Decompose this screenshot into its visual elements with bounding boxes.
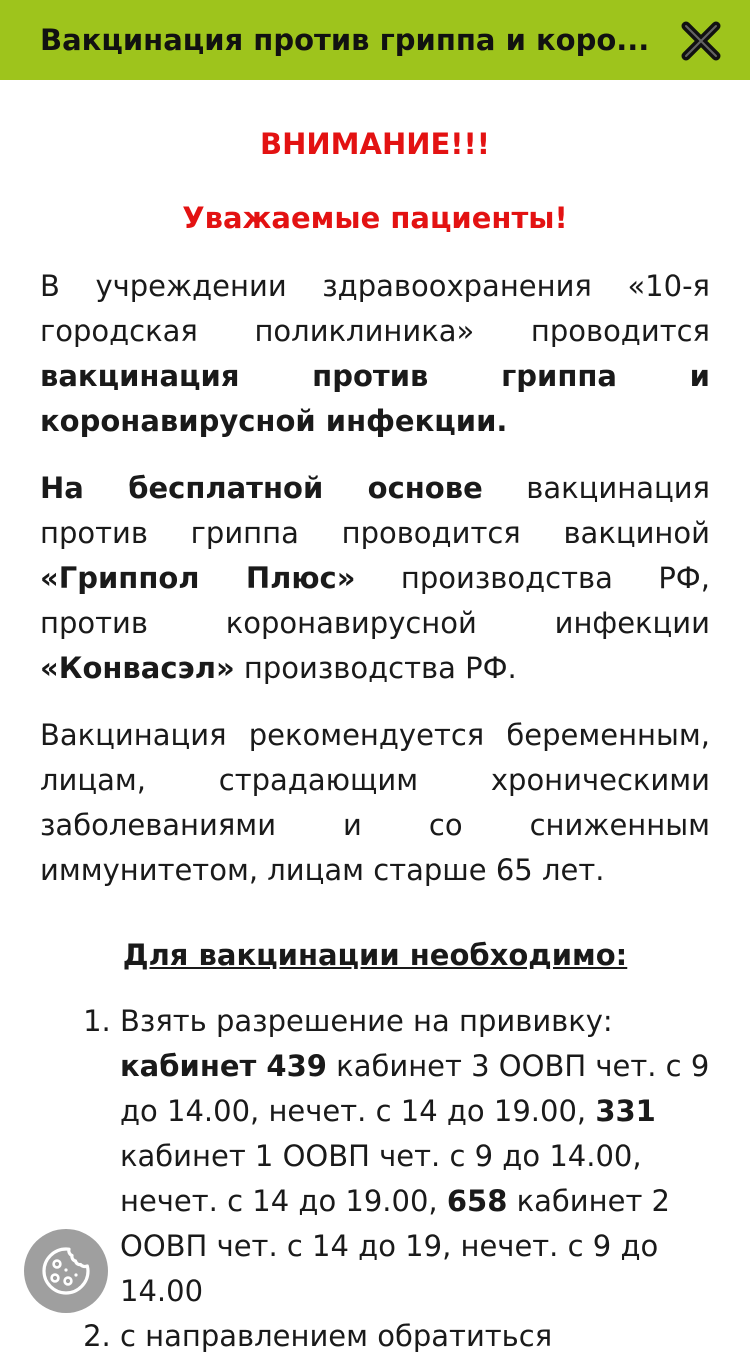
popup-title: Вакцинация против гриппа и коро... (40, 23, 650, 57)
recommendation-paragraph: Вакцинация рекомендуется беременным, лицам, страдающим хроническими заболеваниями и со сниженным иммунитетом, лицам старше 65 лет. (40, 718, 710, 887)
step-text: кабинет 2 ООВП чет. с 14 до 19, нечет. с 9 до 14.00 (120, 1184, 671, 1308)
free-text-3: производства РФ. (234, 651, 517, 685)
cookie-settings-button[interactable] (24, 1229, 108, 1313)
cabinet-439: кабинет 439 (120, 1049, 327, 1083)
free-text-1: вакцинация против гриппа проводится вакциной (40, 471, 711, 550)
intro-text: В учреждении здравоохранения «10-я городская поликлиника» проводится (40, 269, 710, 348)
vaccine-name-grippol: «Гриппол Плюс» (40, 561, 356, 595)
greeting-heading: Уважаемые пациенты! (182, 201, 568, 235)
intro-bold-text: вакцинация против гриппа и коронавирусной инфекции. (40, 359, 710, 438)
intro-paragraph (40, 264, 710, 444)
free-basis-label: На бесплатной основе (40, 471, 483, 505)
step-text: кабинет 3 ООВП чет. с 9 до 14.00, нечет. с 14 до 19.00, (120, 1049, 710, 1128)
vaccine-name-konvasel: «Конвасэл» (40, 651, 235, 685)
close-icon (680, 20, 722, 62)
cookie-icon (39, 1244, 93, 1298)
popup-content (40, 80, 710, 1359)
cabinet-331: 331 (595, 1094, 656, 1128)
popup-header (0, 0, 750, 80)
step-text: с направлением обратиться (120, 1319, 553, 1353)
free-text-2: производства РФ, против коронавирусной инфекции (40, 561, 710, 640)
list-item (120, 999, 710, 1314)
requirements-heading: Для вакцинации необходимо: (122, 938, 628, 972)
close-button[interactable] (680, 20, 722, 62)
attention-heading: ВНИМАНИЕ!!! (260, 127, 490, 161)
step-text: Взять разрешение на прививку: (120, 1004, 613, 1038)
cabinet-658: 658 (446, 1184, 508, 1218)
step-text: кабинет 1 ООВП чет. с 9 до 14.00, нечет. с 14 до 19.00, (120, 1139, 642, 1218)
requirements-list (40, 999, 710, 1359)
free-vaccine-paragraph (40, 466, 710, 691)
list-item (120, 1314, 710, 1359)
